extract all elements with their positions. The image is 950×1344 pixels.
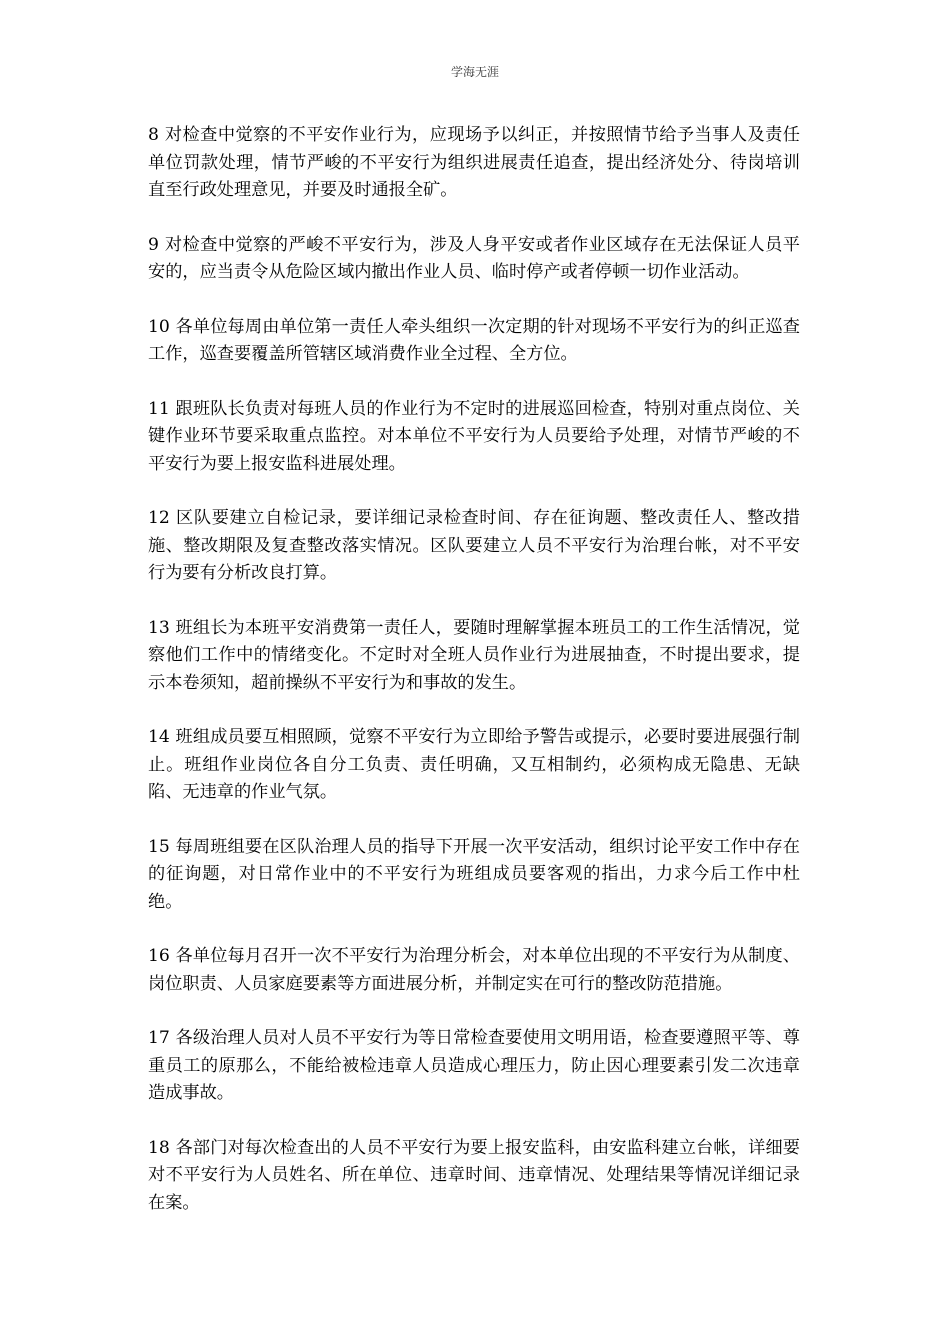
paragraph-12: 12 区队要建立自检记录，要详细记录检查时间、存在征询题、整改责任人、整改措施、整改期限及复查整改落实情况。区队要建立人员不平安行为治理台帐，对不平安行为要有分析改良打算。 [148,508,800,583]
paragraph-16: 16 各单位每月召开一次不平安行为治理分析会，对本单位出现的不平安行为从制度、岗位职责、人员家庭要素等方面进展分析，并制定实在可行的整改防范措施。 [148,946,800,994]
paragraph-9: 9 对检查中觉察的严峻不平安行为，涉及人身平安或者作业区域存在无法保证人员平安的，应当责令从危险区域内撤出作业人员、临时停产或者停顿一切作业活动。 [148,234,800,282]
paragraph-10: 10 各单位每周由单位第一责任人牵头组织一次定期的针对现场不平安行为的纠正巡查工作，巡查要覆盖所管辖区域消费作业全过程、全方位。 [148,316,800,364]
paragraph-13: 13 班组长为本班平安消费第一责任人，要随时理解掌握本班员工的工作生活情况，觉察他们工作中的情绪变化。不定时对全班人员作业行为进展抽查，不时提出要求，提示本卷须知，超前操纵不平安行为和事故的发生。 [148,617,800,693]
page-header: 学海无涯 [450,65,499,79]
paragraph-8: 8 对检查中觉察的不平安作业行为，应现场予以纠正，并按照情节给予当事人及责任单位罚款处理，情节严峻的不平安行为组织进展责任追查，提出经济处分、待岗培训直至行政处理意见，并要及时通报全矿。 [148,125,800,200]
paragraph-17: 17 各级治理人员对人员不平安行为等日常检查要使用文明用语，检查要遵照平等、尊重员工的原那么，不能给被检违章人员造成心理压力，防止因心理要素引发二次违章造成事故。 [148,1028,800,1103]
document-body [148,122,800,1244]
paragraph-11: 11 跟班队长负责对每班人员的作业行为不定时的进展巡回检查，特别对重点岗位、关键作业环节要采取重点监控。对本单位不平安行为人员要给予处理，对情节严峻的不平安行为要上报安监科进展处理。 [148,398,800,474]
paragraph-15: 15 每周班组要在区队治理人员的指导下开展一次平安活动，组织讨论平安工作中存在的征询题，对日常作业中的不平安行为班组成员要客观的指出，力求今后工作中杜绝。 [148,836,800,912]
paragraph-18: 18 各部门对每次检查出的人员不平安行为要上报安监科，由安监科建立台帐，详细要对不平安行为人员姓名、所在单位、违章时间、违章情况、处理结果等情况详细记录在案。 [148,1137,800,1213]
paragraph-14: 14 班组成员要互相照顾，觉察不平安行为立即给予警告或提示，必要时要进展强行制止。班组作业岗位各自分工负责、责任明确，又互相制约，必须构成无隐患、无缺陷、无违章的作业气氛。 [148,727,800,802]
